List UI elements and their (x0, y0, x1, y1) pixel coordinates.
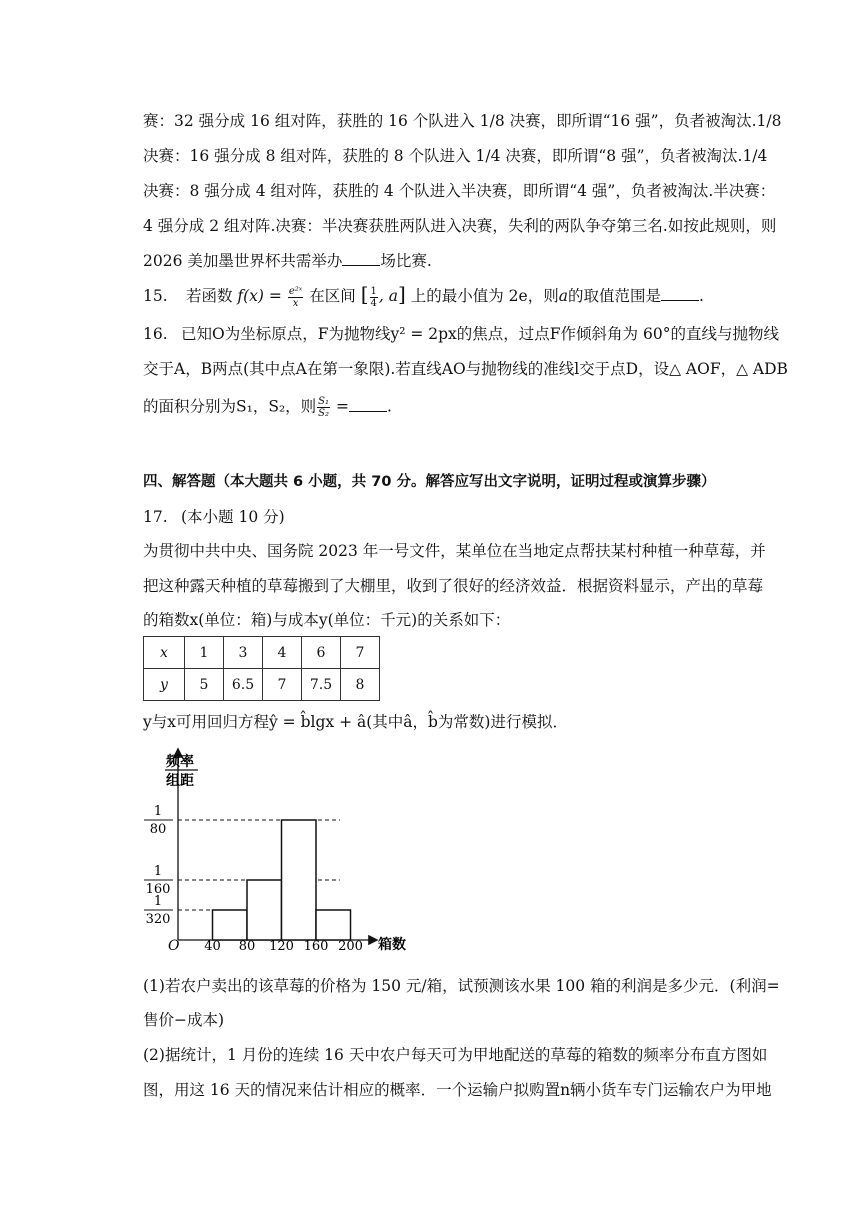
table-row (144, 637, 380, 669)
origin-label: O (168, 938, 180, 954)
y-tick-denominator: 80 (149, 822, 167, 837)
question-16-line-2: 交于A，B两点(其中点A在第一象限).若直线AO与抛物线的准线l交于点D，设△ AOF，△ ADB (143, 360, 788, 378)
q15-interval-den: 4 (370, 297, 377, 309)
table-cell: 5 (185, 669, 224, 701)
q15-function: f(x) = (237, 287, 282, 305)
q15-text-1: 若函数 (185, 287, 233, 305)
q16-frac-den: S₂ (318, 408, 330, 419)
y-tick-numerator: 1 (153, 894, 163, 909)
text-line-5 (143, 251, 432, 271)
q15-fraction (288, 286, 303, 309)
table-cell: 6.5 (224, 669, 263, 701)
question-16-line-3 (143, 396, 392, 419)
q15-text-4: 的取值范围是 (567, 287, 661, 305)
q17-points: (本小题 10 分) (181, 508, 285, 526)
q15-end: . (698, 287, 704, 305)
y-tick-denominator: 320 (145, 912, 171, 927)
regression-line: y与x可用回归方程ŷ = b̂lgx + â(其中â，b̂为常数)进行模拟． (143, 713, 568, 731)
answer-blank (349, 397, 387, 412)
x-tick-label: 40 (204, 939, 221, 954)
text-line-2: 决赛：16 强分成 8 组对阵，获胜的 8 个队进入 1/4 决赛，即所谓“8 强”，负者被淘汰.1/4 (143, 147, 768, 165)
answer-blank (342, 251, 380, 266)
q16-text-1: 已知O为坐标原点，F为抛物线y² = 2px的焦点，过点F作倾斜角为 60°的直线与抛物线 (181, 325, 779, 343)
q16-eq: = (331, 397, 349, 416)
q16-fraction (317, 396, 330, 419)
text-line-5-start: 2026 美加墨世界杯共需举办 (143, 252, 343, 270)
q17-paragraph-2: 把这种露天种植的草莓搬到了大棚里，收到了很好的经济效益．根据资料显示，产出的草莓 (143, 577, 764, 595)
x-tick-label: 120 (269, 939, 294, 954)
histogram-bar (247, 880, 282, 940)
question-number: 16. (143, 325, 168, 343)
question-16-line-1 (143, 324, 779, 344)
table-cell: 3 (224, 637, 263, 669)
question-number: 17. (143, 508, 168, 526)
q17-paragraph-3: 的箱数x(单位：箱)与成本y(单位：千元)的关系如下： (143, 611, 511, 629)
table-cell: 6 (302, 637, 341, 669)
table-cell: 1 (185, 637, 224, 669)
table-cell: 7 (263, 669, 302, 701)
q15-frac-num: e²ˣ (288, 285, 303, 297)
q17-sub2-line-1: (2)据统计，1 月份的连续 16 天中农户每天可为甲地配送的草莓的箱数的频率分布直方图如 (143, 1046, 768, 1064)
text-line-3: 决赛：8 强分成 4 组对阵，获胜的 4 个队进入半决赛，即所谓“4 强”，负者被淘汰.半决赛： (143, 182, 776, 200)
q17-paragraph-1: 为贯彻中共中央、国务院 2023 年一号文件，某单位在当地定点帮扶某村种植一种草莓，并 (143, 542, 766, 560)
section-heading: 四、解答题（本大题共 6 小题，共 70 分。解答应写出文字说明，证明过程或演算步骤） (143, 474, 716, 490)
q15-text-3: 上的最小值为 2e，则 (410, 287, 559, 305)
q15-frac-den: x (292, 297, 299, 309)
q15-interval-rest: , a (378, 287, 398, 305)
data-table (143, 636, 380, 701)
y-tick-numerator: 1 (153, 864, 163, 879)
x-tick-label: 160 (303, 939, 329, 954)
table-cell: 7.5 (302, 669, 341, 701)
right-bracket: ] (398, 282, 406, 306)
histogram-bar (213, 910, 248, 940)
table-cell: x (144, 637, 185, 669)
table-cell: 8 (341, 669, 380, 701)
q17-sub2-line-2: 图，用这 16 天的情况来估计相应的概率．一个运输户拟购置n辆小货车专门运输农户为甲地 (143, 1081, 772, 1099)
histogram-bar (282, 820, 317, 940)
y-tick-numerator: 1 (153, 804, 163, 819)
question-number: 15. (143, 287, 168, 305)
table-cell: 4 (263, 637, 302, 669)
y-tick-denominator: 160 (145, 882, 171, 897)
ylabel-top: 频率 (166, 754, 194, 770)
xlabel: 箱数 (378, 937, 406, 953)
q15-interval-num: 1 (370, 285, 377, 297)
answer-blank (661, 286, 699, 301)
q16-end: . (386, 397, 392, 416)
ylabel-bottom: 组距 (166, 773, 194, 789)
table-cell: y (144, 669, 185, 701)
frequency-histogram (140, 742, 440, 957)
q15-a: a (558, 287, 568, 305)
text-line-4: 4 强分成 2 组对阵.决赛：半决赛获胜两队进入决赛，失利的两队争夺第三名.如按此规则，则 (143, 217, 777, 235)
table-row (144, 669, 380, 701)
question-15 (143, 284, 704, 309)
text-line-5-end: 场比赛. (380, 252, 432, 270)
q16-text-3: 的面积分别为S₁，S₂，则 (143, 397, 317, 416)
q17-sub1-line-1: (1)若农户卖出的该草莓的价格为 150 元/箱，试预测该水果 100 箱的利润是多少元．(利润= (143, 977, 780, 995)
left-bracket: [ (360, 282, 369, 306)
q16-frac-num: S₁ (318, 396, 330, 407)
text-line-1: 赛：32 强分成 16 组对阵，获胜的 16 个队进入 1/8 决赛，即所谓“16 强”，负者被淘汰.1/8 (143, 112, 782, 130)
x-tick-label: 80 (238, 939, 256, 954)
x-tick-label: 200 (338, 939, 363, 954)
q15-text-2: 在区间 (309, 287, 356, 305)
table-cell: 7 (341, 637, 380, 669)
question-17-header (143, 507, 285, 527)
q15-interval-frac (370, 286, 378, 309)
histogram-bar (316, 910, 351, 940)
q17-sub1-line-2: 售价−成本) (143, 1011, 225, 1029)
